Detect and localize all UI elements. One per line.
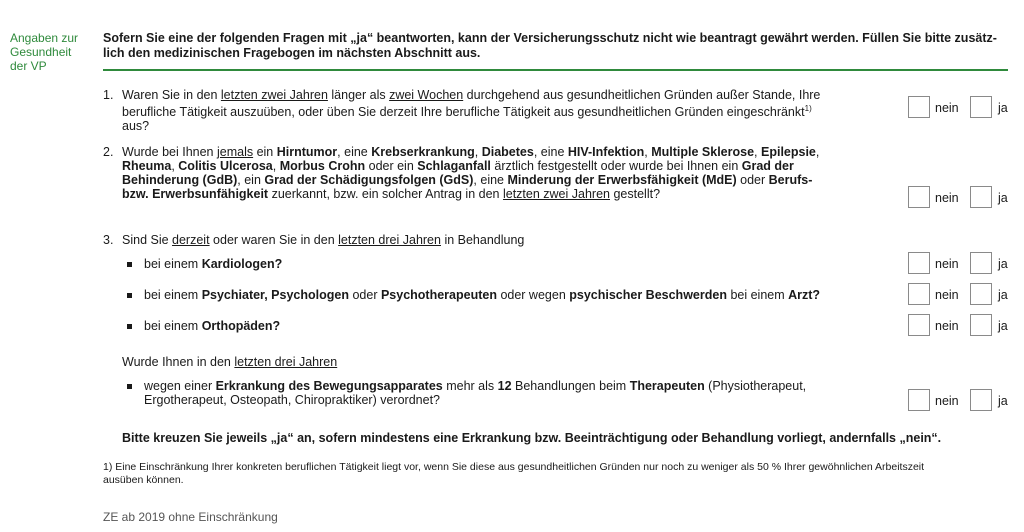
q3b-nein-label: nein (935, 288, 959, 302)
q3a-part: bei einem (144, 257, 202, 271)
q2-bold: Krebserkrankung (371, 145, 475, 159)
question-3-text (122, 233, 832, 247)
q3d-bold: Erkrankung des Bewegungsapparates (215, 379, 443, 393)
q2-bold: Multiple Sklerose (651, 145, 755, 159)
q2-part: , (171, 159, 179, 173)
q2-ja-label: ja (998, 191, 1008, 205)
intro-text: Sofern Sie eine der folgenden Fragen mit „ja“ beantworten, kann der Versicherungsschutz nicht wie beantragt gewährt werden. Füllen Sie bitte zusätz-lich den medizinischen Fragebogen im nächsten Abschnitt aus. (103, 31, 997, 60)
q3d-ja-checkbox[interactable] (970, 389, 992, 411)
q2-part: , (815, 145, 820, 159)
q2-part: , eine (473, 173, 508, 187)
q2-part: Wurde bei Ihnen (122, 145, 217, 159)
q3-part: Sind Sie (122, 233, 173, 247)
section-label (10, 31, 90, 73)
q3a-bold: Kardiologen? (201, 257, 283, 271)
q2-underline: jemals (216, 145, 254, 159)
q3b-bold: Psychiater, Psychologen (201, 288, 349, 302)
q3b-bold: Psychotherapeuten (380, 288, 497, 302)
q2-bold: Rheuma (122, 159, 172, 173)
q2-part: , ein (237, 173, 265, 187)
q3d-part: Behandlungen beim (511, 379, 630, 393)
q3d-nein-checkbox[interactable] (908, 389, 930, 411)
section-label-line-3: der VP (10, 59, 47, 73)
q2-bold: Grad der Schädigungsfolgen (GdS) (264, 173, 474, 187)
q1-ja-label: ja (998, 101, 1008, 115)
question-3b-answer (908, 283, 1008, 305)
q1-part: aus? (122, 119, 150, 134)
q3c-bold: Orthopäden? (201, 319, 281, 333)
q2-bold: Colitis Ulcerosa (178, 159, 273, 173)
q3c-nein-label: nein (935, 319, 959, 333)
q3a-nein-checkbox[interactable] (908, 252, 930, 274)
q2-nein-label: nein (935, 191, 959, 205)
q2-bold: HIV-Infektion (567, 145, 645, 159)
q3-sub-underline: letzten drei Jahren (234, 355, 338, 369)
q3d-nein-label: nein (935, 394, 959, 408)
q2-ja-checkbox[interactable] (970, 186, 992, 208)
bullet-marker (127, 324, 132, 329)
instruction-summary: Bitte kreuzen Sie jeweils „ja“ an, sofern mindestens eine Erkrankung bzw. Beeinträchtigung oder Behandlung vorliegt, andernfalls „nein“. (122, 431, 942, 445)
q2-nein-checkbox[interactable] (908, 186, 930, 208)
q2-part: zuerkannt, bzw. ein solcher Antrag in den (268, 187, 503, 201)
question-3-number: 3. (103, 233, 114, 247)
question-3a-text (144, 257, 844, 271)
q3-underline: derzeit (172, 233, 210, 247)
q2-part: , eine (533, 145, 568, 159)
question-3c-text (144, 319, 844, 333)
q2-part: ärztlich festgestellt oder wurde bei Ihnen ein (490, 159, 742, 173)
q2-underline: letzten zwei Jahren (502, 187, 610, 201)
q1-underline: letzten zwei Jahren (220, 88, 328, 102)
question-1-number: 1. (103, 88, 114, 102)
q2-bold: Diabetes (481, 145, 534, 159)
q2-part: oder (736, 173, 769, 187)
q1-part: länger als (327, 88, 390, 102)
section-label-line-2: Gesundheit (10, 45, 72, 59)
question-3-subheading (122, 355, 832, 369)
q2-bold: Epilepsie (761, 145, 816, 159)
bullet-marker (127, 262, 132, 267)
q2-part: oder ein (365, 159, 418, 173)
q3b-part: bei einem (144, 288, 202, 302)
bullet-marker (127, 293, 132, 298)
q3d-bold: Therapeuten (629, 379, 705, 393)
footnote: 1) Eine Einschränkung Ihrer konkreten beruflichen Tätigkeit liegt vor, wenn Sie diese aus gesundheitlichen Gründen nur noch zu weniger als 50 % Ihrer gewöhnlichen Arbeitszeit ausüben können. (103, 461, 925, 486)
q3c-ja-checkbox[interactable] (970, 314, 992, 336)
q3c-nein-checkbox[interactable] (908, 314, 930, 336)
footer-note: ZE ab 2019 ohne Einschränkung (103, 510, 278, 524)
question-1-text (122, 88, 832, 133)
q3b-part: bei einem (726, 288, 789, 302)
q3d-part: (Physiotherapeut, Ergotherapeut, Osteopath, Chiropraktiker) verordnet? (144, 379, 807, 407)
q2-bold: Morbus Crohn (279, 159, 366, 173)
q3a-nein-label: nein (935, 257, 959, 271)
question-2-answer (908, 186, 1008, 208)
q3-part: oder waren Sie in den (209, 233, 339, 247)
q3-underline: letzten drei Jahren (338, 233, 441, 247)
question-3b-text (144, 288, 844, 302)
question-3a-answer (908, 252, 1008, 274)
q1-part: Waren Sie in den (122, 88, 221, 102)
q3b-bold: psychischer Beschwerden (569, 288, 727, 302)
q2-bold: Berufs- bzw. Erwerbsunfähigkeit (122, 173, 813, 201)
q3b-ja-label: ja (998, 288, 1008, 302)
q3d-bold: 12 (497, 379, 512, 393)
question-2-number: 2. (103, 145, 114, 159)
q2-part: ein (253, 145, 277, 159)
section-label-line-1: Angaben zur (10, 31, 79, 45)
q3b-part: oder (348, 288, 381, 302)
question-2-text (122, 145, 822, 201)
q2-part: , eine (337, 145, 372, 159)
q3b-bold: Arzt? (788, 288, 821, 302)
q2-part: , (754, 145, 761, 159)
q3b-nein-checkbox[interactable] (908, 283, 930, 305)
q1-nein-label: nein (935, 101, 959, 115)
q2-part: gestellt? (609, 187, 661, 201)
q2-bold: Schlaganfall (417, 159, 491, 173)
q3a-ja-checkbox[interactable] (970, 252, 992, 274)
bullet-marker (127, 384, 132, 389)
q3b-ja-checkbox[interactable] (970, 283, 992, 305)
q3c-part: bei einem (144, 319, 202, 333)
section-divider (103, 69, 1008, 71)
question-3d-text (144, 379, 824, 407)
q3a-ja-label: ja (998, 257, 1008, 271)
q2-part: , (272, 159, 280, 173)
q1-nein-checkbox[interactable] (908, 96, 930, 118)
q3-part: in Behandlung (440, 233, 525, 247)
q2-bold: Minderung der Erwerbsfähigkeit (MdE) (507, 173, 737, 187)
q2-bold: Hirntumor (276, 145, 338, 159)
q2-part: , (644, 145, 652, 159)
question-1-answer (908, 96, 1008, 118)
q3b-part: oder wegen (496, 288, 570, 302)
q3d-ja-label: ja (998, 394, 1008, 408)
q2-bold: Grad der Behinderung (GdB) (122, 159, 794, 187)
q2-part: , (474, 145, 482, 159)
q1-underline: zwei Wochen (389, 88, 464, 102)
q3-sub-part: Wurde Ihnen in den (122, 355, 235, 369)
q3d-part: mehr als (442, 379, 498, 393)
q1-part: durchgehend aus gesundheitlichen Gründen außer Stande, Ihre berufliche Tätigkeit auszuüben, oder üben Sie derzeit Ihre berufliche Tätigkeit aus gesundheitlichen Gründen eingeschränkt (122, 88, 821, 120)
footnote-ref: 1) (804, 104, 812, 113)
question-3d-answer (908, 389, 1008, 411)
q3c-ja-label: ja (998, 319, 1008, 333)
q1-ja-checkbox[interactable] (970, 96, 992, 118)
question-3c-answer (908, 314, 1008, 336)
q3d-part: wegen einer (144, 379, 216, 393)
